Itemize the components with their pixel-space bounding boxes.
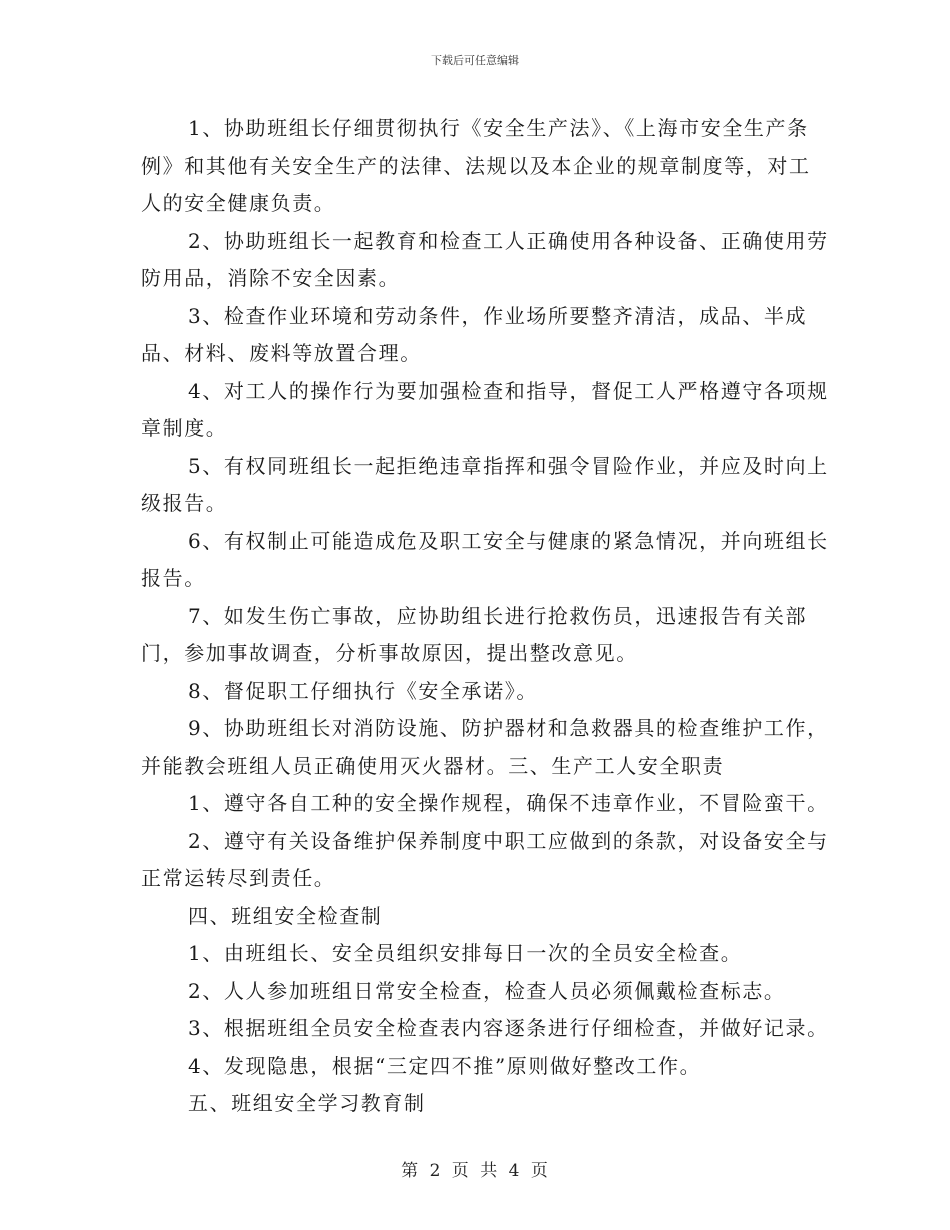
paragraph: 3、检查作业环境和劳动条件，作业场所要整齐清洁，成品、半成品、材料、废料等放置合理。 (141, 303, 808, 365)
section-heading: 五、班组安全学习教育制 (188, 1091, 426, 1115)
page-footer: 第 2 页 共 4 页 (401, 1161, 549, 1181)
paragraph: 5、有权同班组长一起拒绝违章指挥和强令冒险作业，并应及时向上级报告。 (141, 453, 829, 515)
paragraph: 1、协助班组长仔细贯彻执行《安全生产法》、《上海市安全生产条例》和其他有关安全生产的法律、法规以及本企业的规章制度等，对工人的安全健康负责。 (141, 116, 811, 215)
section-heading: 四、班组安全检查制 (188, 903, 383, 928)
paragraph: 3、根据班组全员安全检查表内容逐条进行仔细检查，并做好记录。 (188, 1016, 829, 1040)
page-header: 下载后可任意编辑 (431, 54, 519, 67)
paragraph: 2、遵守有关设备维护保养制度中职工应做到的条款，对设备安全与正常运转尽到责任。 (141, 828, 829, 890)
paragraph: 6、有权制止可能造成危及职工安全与健康的紧急情况，并向班组长报告。 (141, 528, 829, 590)
paragraph: 9、协助班组长对消防设施、防护器材和急救器具的检查维护工作，并能教会班组人员正确使用灭火器材。三、生产工人安全职责 (141, 716, 829, 778)
paragraph: 2、协助班组长一起教育和检查工人正确使用各种设备、正确使用劳防用品，消除不安全因素。 (141, 228, 829, 290)
paragraph: 1、遵守各自工种的安全操作规程，确保不违章作业，不冒险蛮干。 (188, 791, 829, 815)
document-body (141, 110, 831, 1123)
paragraph: 2、人人参加班组日常安全检查，检查人员必须佩戴检查标志。 (188, 978, 786, 1003)
paragraph: 1、由班组长、安全员组织安排每日一次的全员安全检查。 (188, 941, 743, 965)
paragraph: 8、督促职工仔细执行《安全承诺》。 (188, 678, 538, 703)
paragraph: 7、如发生伤亡事故，应协助组长进行抢救伤员，迅速报告有关部门，参加事故调查，分析事故原因，提出整改意见。 (141, 603, 808, 665)
paragraph: 4、对工人的操作行为要加强检查和指导，督促工人严格遵守各项规章制度。 (141, 378, 829, 440)
paragraph: 4、发现隐患，根据“三定四不推”原则做好整改工作。 (188, 1053, 702, 1078)
